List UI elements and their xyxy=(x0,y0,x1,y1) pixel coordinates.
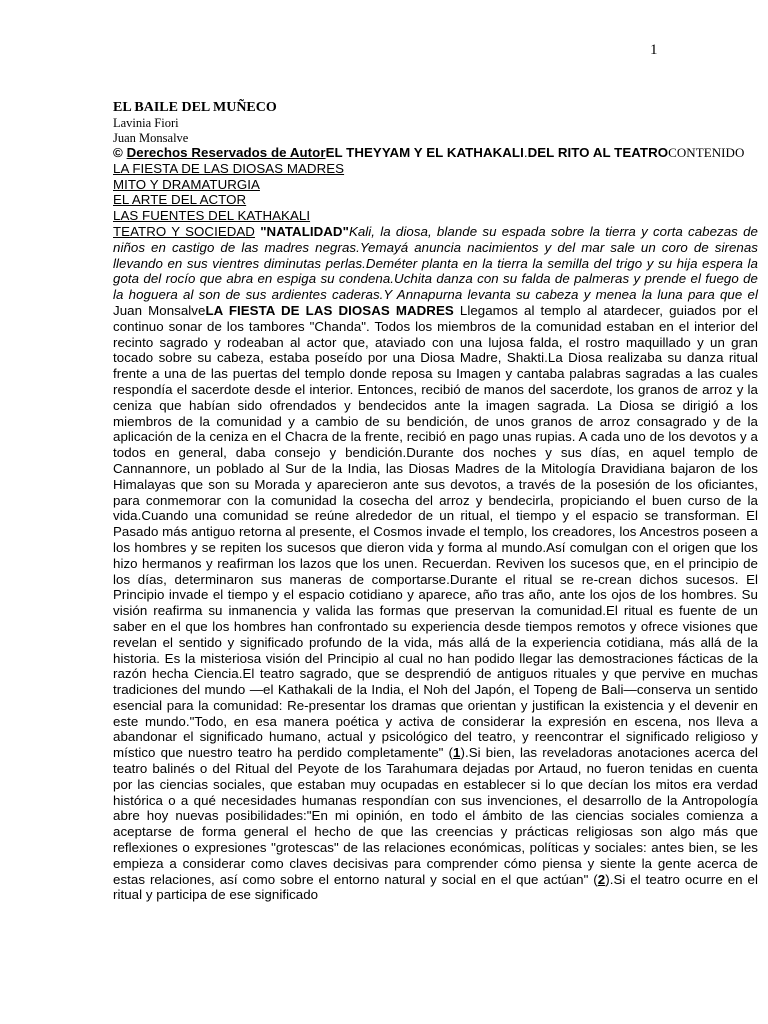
body-paragraph xyxy=(113,224,758,903)
document-body xyxy=(113,99,758,903)
body-part-2: ).Si bien, las reveladoras anotaciones acerca del teatro balinés o del Ritual del Peyote de los Tarahumara dejadas por Artaud, no fueron tenidas en cuenta por las ciencias sociales, que estaban muy ocupadas en establecer si lo que decían los mitos era verdad histórica o a qué necesidades humanas respondían con sus invenciones, el desarrollo de la Antropología abre hoy nuevas posibilidades:"En mi opinión, en todo el ámbito de las ciencias sociales comienza a aceptarse de forma general el hecho de que las creencias y prácticas religiosas son algo más que reflexiones o expresiones "grotescas" de las relaciones económicas, políticas y sociales: antes bien, se les empieza a considerar como claves decisivas para comprender cómo piensa y siente la gente acerca de estas relaciones, así como sobre el entorno natural y social en el que actúan" ( xyxy=(113,745,758,887)
toc-link-fuentes[interactable]: LAS FUENTES DEL KATHAKALI xyxy=(113,208,311,224)
copyright-link[interactable]: Derechos Reservados de Autor xyxy=(126,145,326,160)
toc-link-fiesta[interactable]: LA FIESTA DE LAS DIOSAS MADRES xyxy=(113,160,345,176)
footnote-ref-1[interactable]: 1 xyxy=(453,745,461,761)
document-title: EL BAILE DEL MUÑECO xyxy=(113,100,277,115)
main-text xyxy=(113,145,758,903)
contents-label: CONTENIDO xyxy=(668,145,745,160)
epigraph-text: Kali, la diosa, blande su espada sobre la tierra y corta cabezas de niños en castigo de las madres negras.Yemayá anuncia nacimientos y del mar sale un coro de sirenas llevando en sus vientres diminutas perlas.Deméter planta en la tierra la semilla del trigo y su hija espera la gota del rocío que abra en espiga su condena.Uchita danza con su falda de palmeras y prende el fuego de la hoguera al son de sus ardientes caderas.Y Annapurna levanta su cabeza y menea la luna para que el xyxy=(113,223,758,303)
copyright-line xyxy=(113,145,758,161)
author-1: Lavinia Fiori xyxy=(113,116,179,130)
footnote-ref-2[interactable]: 2 xyxy=(597,871,606,887)
toc-link-teatro[interactable]: TEATRO Y SOCIEDAD xyxy=(113,223,255,239)
page-number: 1 xyxy=(650,42,658,58)
body-part-3: ).Si el teatro ocurre en el ritual y participa de ese significado xyxy=(113,871,758,903)
toc-link-mito[interactable]: MITO Y DRAMATURGIA xyxy=(113,176,260,192)
copyright-symbol: © xyxy=(113,145,123,160)
section-heading: LA FIESTA DE LAS DIOSAS MADRES xyxy=(205,302,454,318)
book-subheading: DEL RITO AL TEATRO xyxy=(527,145,669,160)
epigraph-label: "NATALIDAD" xyxy=(260,223,349,239)
author-2: Juan Monsalve xyxy=(113,130,189,145)
toc-link-arte[interactable]: EL ARTE DEL ACTOR xyxy=(113,192,247,208)
epigraph-author: Juan Monsalve xyxy=(113,302,206,318)
heading-separator: . xyxy=(523,145,528,160)
book-heading: EL THEYYAM Y EL KATHAKALI xyxy=(325,145,524,160)
body-part-1: Llegamos al templo al atardecer, guiados por el continuo sonar de los tambores "Chanda". Todos los miembros de la comunidad estaban en el interior del recinto sagrado y rodeaban al actor que, ataviado con una lujosa falda, el rostro maquillado y un gran tocado sobre su cabeza, estaba poseído por una Diosa Madre, Shakti.La Diosa realizaba su danza ritual frente a una de las puertas del templo donde reposa su Imagen y cantaba palabras sagradas a las cuales respondía el sacerdote desde el interior. Entonces, recibió de manos del sacerdote, los granos de arroz y la ceniza que habían sido ofrendados y bendecidos ante la imagen sagrada. La Diosa se dirigió a los miembros de la comunidad y a cambio de su bendición, de unos granos de arroz consagrado y de la aplicación de la ceniza en el Chacra de la frente, recibió en pago unas rupias. A cada uno de los devotos y a todos en general, daba consejo y bendición.Durante dos noches y sus días, en aquel templo de Cannannore, un poblado al Sur de la India, las Diosas Madres de la Mitología Dravidiana bajaron de los Himalayas que son su Morada y aparecieron ante sus devotos, a través de la posesión de los oficiantes, para conmemorar con la comunidad la cosecha del arroz y bendecirla, propiciando el buen curso de la vida.Cuando una comunidad se reúne alrededor de un ritual, el tiempo y el espacio se transforman. El Pasado más antiguo retorna al presente, el Cosmos invade el templo, los creadores, los Ancestros poseen a los hombres y se repiten los sucesos que dieron vida y forma al mundo.Así comulgan con el origen que los hizo hermanos y reafirman los lazos que los unen. Recuerdan. Reviven los sucesos que, en el principio de los días, determinaron sus maneras de comportarse.Durante el ritual se re-crean dichos sucesos. El Principio invade el tiempo y el espacio cotidiano y aparece, año tras año, ante los ojos de los hombres. Su visión reafirma su inmanencia y valida las formas que preservan la comunidad.El ritual es fuente de un saber en el que los hombres han confrontado su experiencia desde tiempos remotos y ofrece visiones que revelan el sentido y significado profundo de la vida, más allá de la experiencia cotidiana, más allá de la historia. Es la misteriosa visión del Principio al cual no han podido llegar las demostraciones fácticas de la razón hecha Ciencia.El teatro sagrado, que se desprendió de antiguos rituales y que pervive en muchas tradiciones del mundo —el Kathakali de la India, el Noh del Japón, el Topeng de Bali—conserva un sentido esencial para la comunidad: Re-presentar los dramas que orientan y justifican la existencia y el devenir en este mundo."Todo, en esa manera poética y activa de considerar la expresión en escena, nos lleva a abandonar el significado humano, actual y psicológico del teatro, y reencontrar el significado religioso y místico que nuestro teatro ha perdido completamente" ( xyxy=(113,302,758,761)
